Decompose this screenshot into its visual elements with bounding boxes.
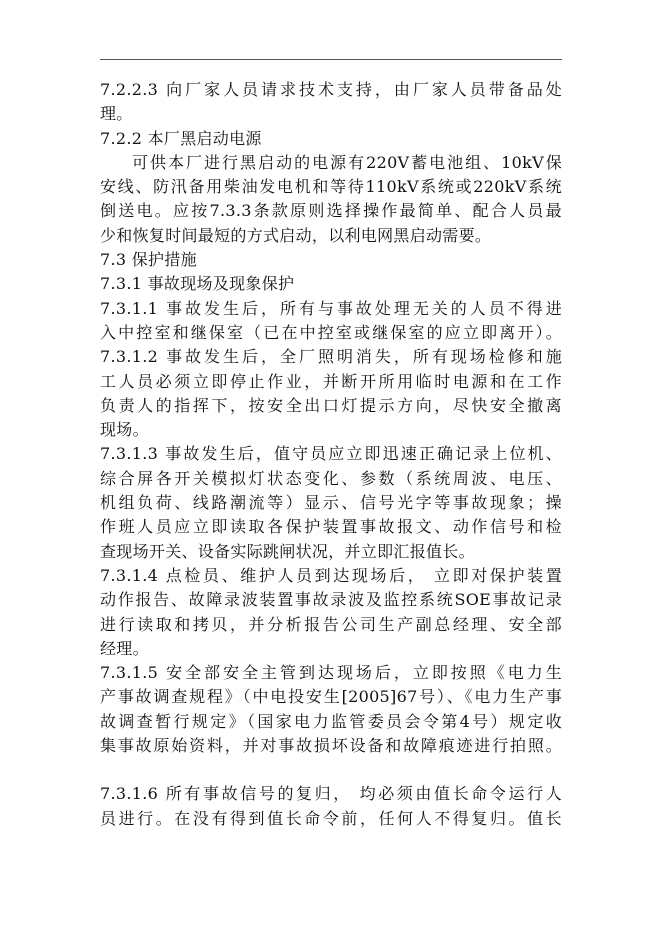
text-line: 7.2.2.3 向厂家人员请求技术支持，由厂家人员带备品处 bbox=[100, 80, 562, 99]
text-line: 7.3.1.5 安全部安全主管到达现场后，立即按照《电力生 bbox=[100, 663, 562, 683]
text-line: 产事故调查规程》（中电投安生[2005]67号）、《电力生产事 bbox=[100, 687, 562, 707]
section-heading: 7.3.1 事故现场及现象保护 bbox=[100, 274, 295, 294]
paragraph-gap bbox=[100, 758, 562, 782]
text-line: 7.3.1.2 事故发生后，全厂照明消失，所有现场检修和施 bbox=[100, 347, 562, 367]
text-line: 7.3.1.1 事故发生后，所有与事故处理无关的人员不得进 bbox=[100, 298, 562, 318]
text-line: 负责人的指挥下，按安全出口灯提示方向，尽快安全撤离 bbox=[100, 395, 562, 415]
section-heading: 7.2.2 本厂黑启动电源 bbox=[100, 128, 262, 148]
text-line: 作班人员应立即读取各保护装置事故报文、动作信号和检 bbox=[100, 517, 562, 537]
header-rule bbox=[100, 59, 562, 60]
paragraph-first-line: 可供本厂进行黑启动的电源有220V蓄电池组、10kV保 bbox=[132, 152, 562, 172]
document-body bbox=[100, 78, 562, 831]
section-heading: 7.3 保护措施 bbox=[100, 250, 197, 270]
text-line: 员进行。在没有得到值长命令前，任何人不得复归。值长 bbox=[100, 808, 562, 828]
text-line: 倒送电。应按7.3.3条款原则选择操作最简单、配合人员最 bbox=[100, 201, 562, 221]
text-line: 安线、防汛备用柴油发电机和等待110kV系统或220kV系统 bbox=[100, 177, 562, 197]
text-line: 查现场开关、设备实际跳闸状况，并立即汇报值长。 bbox=[100, 541, 475, 561]
text-line: 集事故原始资料，并对事故损坏设备和故障痕迹进行拍照。 bbox=[100, 736, 562, 756]
text-line: 进行读取和拷贝，并分析报告公司生产副总经理、安全部 bbox=[100, 614, 562, 634]
text-line: 机组负荷、线路潮流等）显示、信号光字等事故现象；操 bbox=[100, 493, 562, 513]
text-line: 动作报告、故障录波装置事故录波及监控系统SOE事故记录 bbox=[100, 590, 562, 610]
text-line: 7.3.1.6 所有事故信号的复归， 均必须由值长命令运行人 bbox=[100, 784, 562, 804]
text-line: 7.3.1.3 事故发生后，值守员应立即迅速正确记录上位机、 bbox=[100, 444, 562, 464]
text-line: 综合屏各开关模拟灯状态变化、参数（系统周波、电压、 bbox=[100, 468, 562, 488]
text-line: 入中控室和继保室（已在中控室或继保室的应立即离开）。 bbox=[100, 322, 562, 342]
text-line: 工人员必须立即停止作业，并断开所用临时电源和在工作 bbox=[100, 371, 562, 391]
text-line: 现场。 bbox=[100, 420, 149, 440]
text-line: 理。 bbox=[100, 104, 133, 124]
text-line: 7.3.1.4 点检员、维护人员到达现场后， 立即对保护装置 bbox=[100, 565, 562, 585]
text-line: 故调查暂行规定》（国家电力监管委员会令第4号）规定收 bbox=[100, 711, 562, 731]
text-line: 经理。 bbox=[100, 638, 149, 658]
text-line: 少和恢复时间最短的方式启动，以利电网黑启动需要。 bbox=[100, 225, 492, 245]
